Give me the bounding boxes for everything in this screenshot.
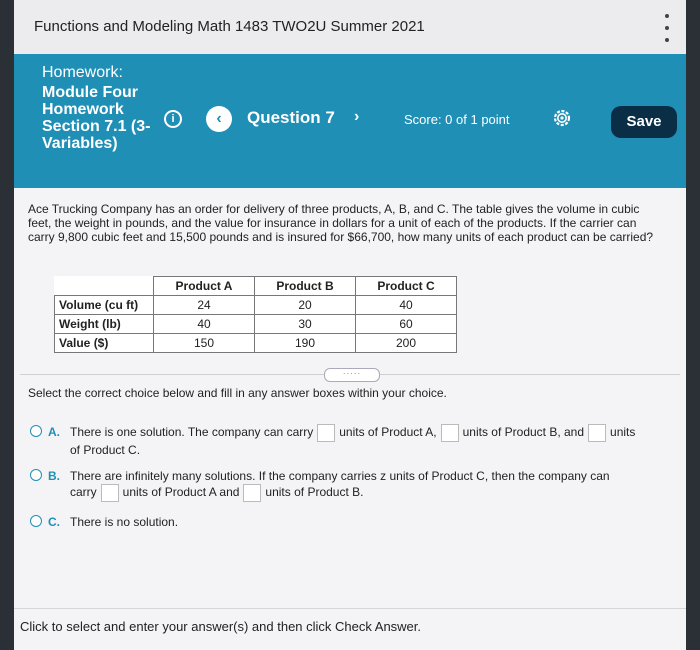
row-label: Volume (cu ft) [55, 296, 154, 315]
choice-text-part: There are infinitely many solutions. If the company carries z units of Product C, then the company can [70, 469, 610, 483]
choice-c[interactable] [30, 514, 670, 532]
choice-text-part: units [610, 425, 636, 440]
choice-a[interactable] [30, 424, 670, 460]
table-header: Product B [255, 277, 356, 296]
choice-text-part: units of Product B, and [462, 425, 585, 440]
choice-text-part: There is one solution. The company can carry [70, 425, 314, 440]
footer-bar [14, 608, 686, 650]
table-cell: 20 [255, 296, 356, 315]
table-cell: 150 [154, 334, 255, 353]
choice-text-part: units of Product A and [122, 485, 240, 500]
expand-handle[interactable]: ····· [324, 368, 380, 382]
table-corner [55, 277, 154, 296]
save-button[interactable]: Save [611, 106, 677, 138]
previous-question-button[interactable]: ‹ [206, 106, 232, 132]
table-header: Product A [154, 277, 255, 296]
table-cell: 40 [356, 296, 457, 315]
table-row [55, 334, 457, 353]
table-cell: 24 [154, 296, 255, 315]
table-cell: 200 [356, 334, 457, 353]
choice-letter: C. [48, 515, 60, 529]
answer-box-a-product-c[interactable] [588, 424, 606, 442]
table-header-row [55, 277, 457, 296]
homework-label: Homework: [42, 64, 123, 81]
radio-b[interactable] [30, 469, 42, 481]
choice-text-part: of Product C. [70, 443, 141, 457]
table-row [55, 296, 457, 315]
answer-box-b-product-a[interactable] [101, 484, 119, 502]
gear-icon[interactable] [552, 108, 572, 128]
table-cell: 60 [356, 315, 457, 334]
course-title: Functions and Modeling Math 1483 TWO2U Summer 2021 [34, 18, 425, 35]
question-label: Question 7 [247, 108, 335, 127]
choice-text-part: units of Product B. [265, 485, 364, 500]
answer-box-a-product-b[interactable] [441, 424, 459, 442]
answer-box-b-product-b[interactable] [243, 484, 261, 502]
footer-instruction: Click to select and enter your answer(s) and then click Check Answer. [20, 619, 422, 634]
kebab-menu-icon[interactable] [662, 14, 672, 42]
answer-box-a-product-a[interactable] [317, 424, 335, 442]
choice-letter: B. [48, 469, 60, 483]
question-text: Ace Trucking Company has an order for delivery of three products, A, B, and C. The table gives the volume in cubic feet, the weight in pounds, and the value for insurance in dollars for a unit of each of the products. If the carrier can carry 9,800 cubic feet and 15,500 pounds and is insured for $66,700, how many units of each product can be carried? [28, 202, 654, 244]
row-label: Weight (lb) [55, 315, 154, 334]
choice-letter: A. [48, 425, 60, 439]
table-header: Product C [356, 277, 457, 296]
question-header [14, 54, 686, 188]
choice-b-text [70, 468, 610, 502]
radio-a[interactable] [30, 425, 42, 437]
row-label: Value ($) [55, 334, 154, 353]
table-cell: 30 [255, 315, 356, 334]
choice-b[interactable] [30, 468, 670, 504]
choice-c-text: There is no solution. [70, 515, 179, 529]
table-row [55, 315, 457, 334]
homework-name: Module Four Homework Section 7.1 (3-Variables) [42, 84, 151, 152]
radio-c[interactable] [30, 515, 42, 527]
instruction-text: Select the correct choice below and fill in any answer boxes within your choice. [28, 386, 447, 400]
next-question-button[interactable]: › [354, 108, 360, 125]
info-icon[interactable]: i [164, 110, 182, 128]
score-text: Score: 0 of 1 point [404, 112, 510, 127]
course-bar [14, 0, 686, 55]
table-cell: 40 [154, 315, 255, 334]
choice-text-part: carry [70, 485, 97, 500]
choice-text-part: units of Product A, [339, 425, 437, 440]
choice-a-text [70, 424, 635, 458]
table-cell: 190 [255, 334, 356, 353]
homework-screen [14, 0, 686, 650]
product-table [54, 276, 457, 353]
